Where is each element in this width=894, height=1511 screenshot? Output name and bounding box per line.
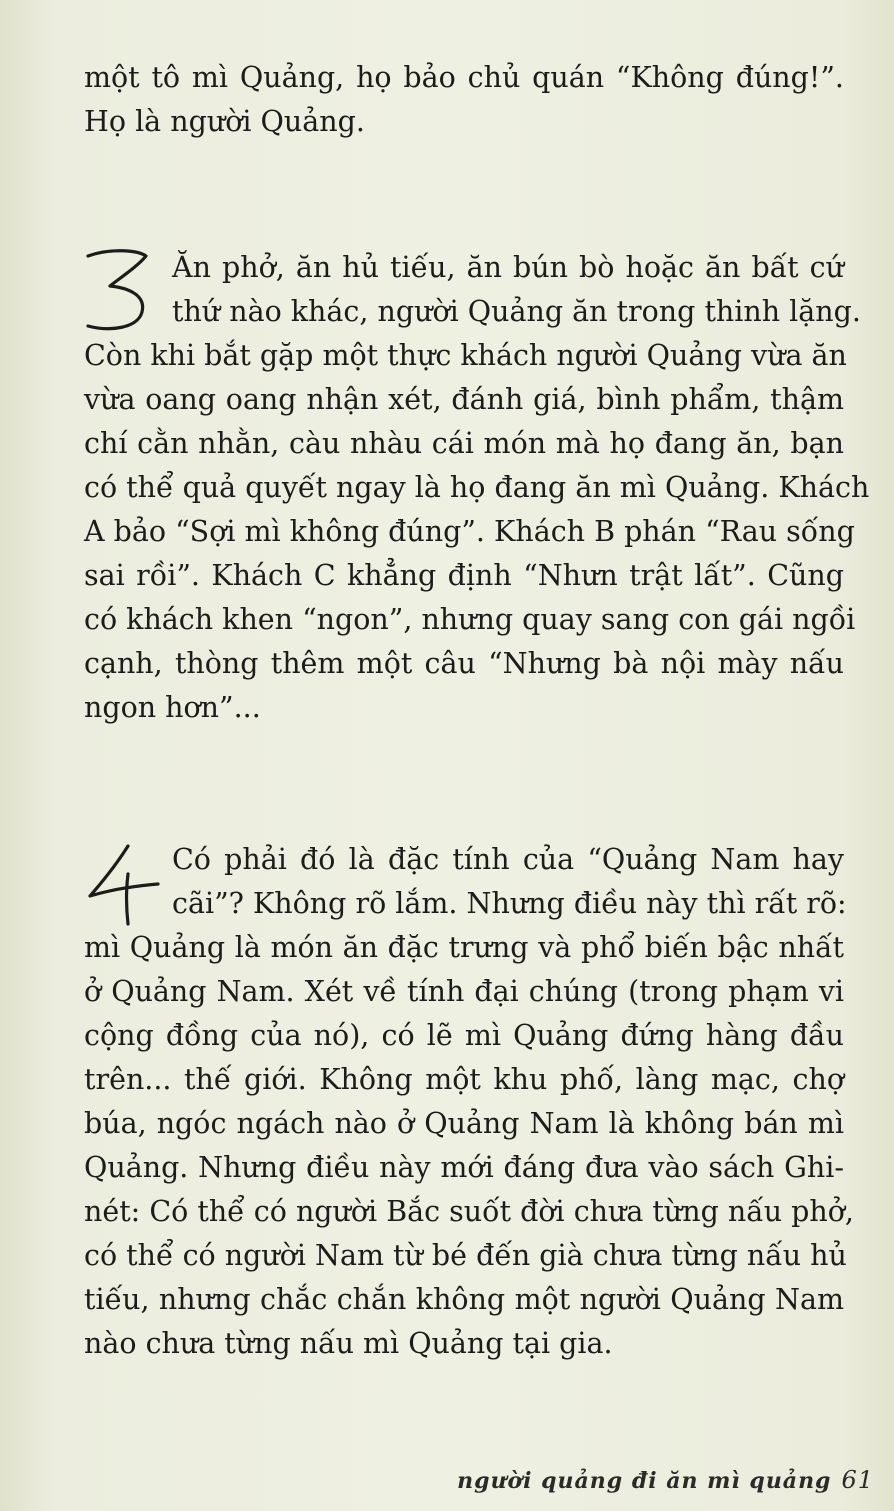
text-line: có khách khen “ngon”, nhưng quay sang con gái ngồi xyxy=(84,603,856,636)
text-line: một tô mì Quảng, họ bảo chủ quán “Không đúng!”. xyxy=(84,61,844,94)
text-line: có thể quả quyết ngay là họ đang ăn mì Quảng. Khách xyxy=(84,471,870,504)
text-line: cạnh, thòng thêm một câu “Nhưng bà nội mày nấu xyxy=(84,647,844,680)
text-line: vừa oang oang nhận xét, đánh giá, bình phẩm, thậm xyxy=(84,383,844,416)
text-line: Có phải đó là đặc tính của “Quảng Nam hay xyxy=(172,843,844,876)
running-title: người quảng đi ăn mì quảng xyxy=(457,1468,832,1494)
page-footer xyxy=(457,1466,874,1494)
dropcap-numeral-3 xyxy=(80,246,160,336)
text-line: nào chưa từng nấu mì Quảng tại gia. xyxy=(84,1327,613,1360)
text-line: nét: Có thể có người Bắc suốt đời chưa từng nấu phở, xyxy=(84,1195,854,1228)
text-line: mì Quảng là món ăn đặc trưng và phổ biến bậc nhất xyxy=(84,931,844,964)
text-line: trên... thế giới. Không một khu phố, làng mạc, chợ xyxy=(84,1063,844,1096)
text-line: Quảng. Nhưng điều này mới đáng đưa vào sách Ghi- xyxy=(84,1151,844,1184)
text-line: Ăn phở, ăn hủ tiếu, ăn bún bò hoặc ăn bất cứ xyxy=(172,251,844,284)
text-line: Còn khi bắt gặp một thực khách người Quảng vừa ăn xyxy=(84,339,847,372)
dropcap-numeral-4 xyxy=(84,840,164,930)
text-line: A bảo “Sợi mì không đúng”. Khách B phán “Rau sống xyxy=(84,515,855,548)
text-line: Họ là người Quảng. xyxy=(84,105,365,138)
text-line: ở Quảng Nam. Xét về tính đại chúng (trong phạm vi xyxy=(84,975,844,1008)
page-number: 61 xyxy=(841,1466,874,1494)
text-line: chí cằn nhằn, càu nhàu cái món mà họ đang ăn, bạn xyxy=(84,427,844,460)
text-line: sai rồi”. Khách C khẳng định “Nhưn trật lất”. Cũng xyxy=(84,559,844,592)
text-line: thứ nào khác, người Quảng ăn trong thinh lặng. xyxy=(172,295,861,328)
text-line: búa, ngóc ngách nào ở Quảng Nam là không bán mì xyxy=(84,1107,844,1140)
text-line: tiếu, nhưng chắc chắn không một người Quảng Nam xyxy=(84,1283,844,1316)
dropcap-label: 3 xyxy=(80,246,81,247)
dropcap-label: 4 xyxy=(84,840,85,841)
text-line: ngon hơn”... xyxy=(84,691,261,724)
text-line: cộng đồng của nó), có lẽ mì Quảng đứng hàng đầu xyxy=(84,1019,844,1052)
text-line: cãi”? Không rõ lắm. Nhưng điều này thì rất rõ: xyxy=(172,887,847,920)
text-line: có thể có người Nam từ bé đến già chưa từng nấu hủ xyxy=(84,1239,847,1272)
